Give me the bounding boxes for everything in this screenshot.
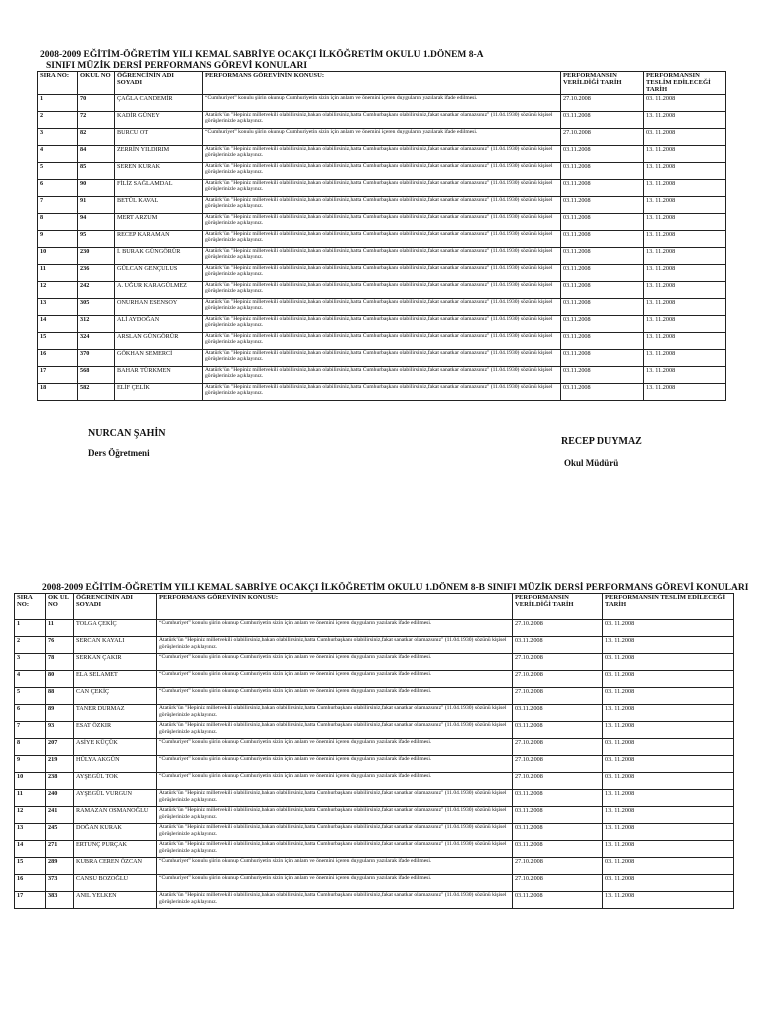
row-sira: 10 [38,247,78,264]
row-teslim-tarih: 13. 11.2008 [603,705,734,722]
row-teslim-tarih: 13. 11.2008 [603,790,734,807]
row-okul-no: 70 [78,94,115,111]
row-sira: 1 [38,94,78,111]
doc-b-table [14,593,734,909]
row-verildigi-tarih: 03.11.2008 [513,892,603,909]
row-sira: 15 [15,858,46,875]
row-verildigi-tarih: 03.11.2008 [513,790,603,807]
doc-a-title-line2: SINIFI MÜZİK DERSİ PERFORMANS GÖREVİ KONULARI [46,61,308,71]
row-konu: Atatürk’ün "Hepiniz milletvekili olabilirsiniz,bakan olabilirsiniz,hatta Cumhurbaşkanı olabilirsiniz,fakat sanatkar olamazsınız" (11.04.1930) sözünü kişisel görüşlerinizle açıklayınız. [203,247,561,264]
row-ogrenci-adi: GÜLCAN GENÇULUS [115,264,203,281]
row-teslim-tarih: 13. 11.2008 [603,637,734,654]
doc-b-title: 2008-2009 EĞİTİM-ÖĞRETİM YILI KEMAL SABRİYE OCAKÇI İLKÖĞRETİM OKULU 1.DÖNEM 8-B SINIFI MÜZİK DERSİ PERFORMANS GÖREVİ KONULARI [42,583,749,593]
row-okul-no: 312 [78,315,115,332]
row-verildigi-tarih: 27.10.2008 [513,875,603,892]
row-verildigi-tarih: 03.11.2008 [513,722,603,739]
header-sira: SIRA NO: [38,72,78,95]
row-verildigi-tarih: 27.10.2008 [513,739,603,756]
table-row [15,841,734,858]
row-verildigi-tarih: 03.11.2008 [561,383,644,400]
table-row [38,179,726,196]
row-verildigi-tarih: 27.10.2008 [513,688,603,705]
row-teslim-tarih: 13. 11.2008 [644,349,726,366]
row-teslim-tarih: 13. 11.2008 [603,892,734,909]
row-teslim-tarih: 13. 11.2008 [603,841,734,858]
table-row [15,637,734,654]
row-sira: 9 [38,230,78,247]
row-konu: Atatürk’ün "Hepiniz milletvekili olabilirsiniz,bakan olabilirsiniz,hatta Cumhurbaşkanı olabilirsiniz,fakat sanatkar olamazsınız" (11.04.1930) sözünü kişisel görüşlerinizle açıklayınız. [203,281,561,298]
table-row [38,162,726,179]
table-row [15,739,734,756]
row-sira: 7 [15,722,46,739]
doc-a-header-row [38,72,726,95]
row-teslim-tarih: 03. 11.2008 [603,875,734,892]
row-verildigi-tarih: 27.10.2008 [513,671,603,688]
row-verildigi-tarih: 27.10.2008 [513,773,603,790]
row-ogrenci-adi: GÖKHAN SEMERCİ [115,349,203,366]
header-sira: SIRA NO: [15,594,46,620]
header-verildigi-tarih: PERFORMANSIN VERİLDİĞİ TARİH [513,594,603,620]
row-konu: Atatürk’ün "Hepiniz milletvekili olabilirsiniz,bakan olabilirsiniz,hatta Cumhurbaşkanı olabilirsiniz,fakat sanatkar olamazsınız" (11.04.1930) sözünü kişisel görüşlerinizle açıklayınız. [203,332,561,349]
row-verildigi-tarih: 03.11.2008 [561,298,644,315]
row-ogrenci-adi: MERT ARZUM [115,213,203,230]
row-sira: 5 [15,688,46,705]
row-teslim-tarih: 03. 11.2008 [603,688,734,705]
row-konu: Atatürk’ün "Hepiniz milletvekili olabilirsiniz,bakan olabilirsiniz,hatta Cumhurbaşkanı olabilirsiniz,fakat sanatkar olamazsınız" (11.04.1930) sözünü kişisel görüşlerinizle açıklayınız. [157,807,513,824]
row-okul-no: 90 [78,179,115,196]
row-teslim-tarih: 13. 11.2008 [644,383,726,400]
row-verildigi-tarih: 27.10.2008 [513,756,603,773]
row-konu: Atatürk’ün "Hepiniz milletvekili olabilirsiniz,bakan olabilirsiniz,hatta Cumhurbaşkanı olabilirsiniz,fakat sanatkar olamazsınız" (11.04.1930) sözünü kişisel görüşlerinizle açıklayınız. [157,841,513,858]
table-row [15,756,734,773]
row-ogrenci-adi: BAHAR TÜRKMEN [115,366,203,383]
row-teslim-tarih: 03. 11.2008 [603,739,734,756]
row-verildigi-tarih: 27.10.2008 [561,94,644,111]
row-verildigi-tarih: 03.11.2008 [561,264,644,281]
row-teslim-tarih: 13. 11.2008 [644,111,726,128]
row-okul-no: 242 [78,281,115,298]
row-teslim-tarih: 13. 11.2008 [644,281,726,298]
row-konu: Atatürk’ün "Hepiniz milletvekili olabilirsiniz,bakan olabilirsiniz,hatta Cumhurbaşkanı olabilirsiniz,fakat sanatkar olamazsınız" (11.04.1930) sözünü kişisel görüşlerinizle açıklayınız. [203,111,561,128]
header-konu: PERFORMANS GÖREVİNİN KONUSU: [203,72,561,95]
table-row [15,722,734,739]
row-konu: “Cumhuriyet” konulu şiirin okunup Cumhuriyetin sizin için anlam ve önemini içeren duyguların yazılarak ifade edilmesi. [157,671,513,688]
row-konu: Atatürk’ün "Hepiniz milletvekili olabilirsiniz,bakan olabilirsiniz,hatta Cumhurbaşkanı olabilirsiniz,fakat sanatkar olamazsınız" (11.04.1930) sözünü kişisel görüşlerinizle açıklayınız. [157,892,513,909]
row-okul-no: 91 [78,196,115,213]
row-teslim-tarih: 13. 11.2008 [644,145,726,162]
row-verildigi-tarih: 03.11.2008 [561,332,644,349]
row-konu: Atatürk’ün "Hepiniz milletvekili olabilirsiniz,bakan olabilirsiniz,hatta Cumhurbaşkanı olabilirsiniz,fakat sanatkar olamazsınız" (11.04.1930) sözünü kişisel görüşlerinizle açıklayınız. [203,162,561,179]
row-sira: 4 [38,145,78,162]
row-okul-no: 11 [46,620,74,637]
row-sira: 13 [15,824,46,841]
row-okul-no: 76 [46,637,74,654]
row-sira: 8 [15,739,46,756]
row-verildigi-tarih: 03.11.2008 [561,247,644,264]
row-sira: 10 [15,773,46,790]
row-teslim-tarih: 03. 11.2008 [603,671,734,688]
row-verildigi-tarih: 03.11.2008 [561,213,644,230]
row-teslim-tarih: 03. 11.2008 [603,858,734,875]
row-konu: Atatürk’ün "Hepiniz milletvekili olabilirsiniz,bakan olabilirsiniz,hatta Cumhurbaşkanı olabilirsiniz,fakat sanatkar olamazsınız" (11.04.1930) sözünü kişisel görüşlerinizle açıklayınız. [203,383,561,400]
doc-b-header-row [15,594,734,620]
row-okul-no: 230 [78,247,115,264]
row-ogrenci-adi: KADİR GÜNEY [115,111,203,128]
row-konu: Atatürk’ün "Hepiniz milletvekili olabilirsiniz,bakan olabilirsiniz,hatta Cumhurbaşkanı olabilirsiniz,fakat sanatkar olamazsınız" (11.04.1930) sözünü kişisel görüşlerinizle açıklayınız. [203,230,561,247]
row-okul-no: 78 [46,654,74,671]
header-teslim-tarih: PERFORMANSIN TESLİM EDİLECEĞİ TARİH [644,72,726,95]
row-okul-no: 245 [46,824,74,841]
row-ogrenci-adi: SERKAN ÇAKIR [74,654,157,671]
row-okul-no: 219 [46,756,74,773]
row-okul-no: 241 [46,807,74,824]
row-teslim-tarih: 13. 11.2008 [603,824,734,841]
row-teslim-tarih: 13. 11.2008 [644,179,726,196]
row-ogrenci-adi: CANSU BOZOĞLU [74,875,157,892]
row-konu: “Cumhuriyet” konulu şiirin okunup Cumhuriyetin sizin için anlam ve önemini içeren duyguların yazılarak ifade edilmesi. [157,688,513,705]
row-teslim-tarih: 13. 11.2008 [644,332,726,349]
table-row [38,111,726,128]
row-ogrenci-adi: ARSLAN GÜNGÖRÜR [115,332,203,349]
table-row [38,247,726,264]
row-teslim-tarih: 13. 11.2008 [644,196,726,213]
row-konu: Atatürk’ün "Hepiniz milletvekili olabilirsiniz,bakan olabilirsiniz,hatta Cumhurbaşkanı olabilirsiniz,fakat sanatkar olamazsınız" (11.04.1930) sözünü kişisel görüşlerinizle açıklayınız. [203,179,561,196]
row-sira: 3 [15,654,46,671]
row-konu: Atatürk’ün "Hepiniz milletvekili olabilirsiniz,bakan olabilirsiniz,hatta Cumhurbaşkanı olabilirsiniz,fakat sanatkar olamazsınız" (11.04.1930) sözünü kişisel görüşlerinizle açıklayınız. [157,790,513,807]
row-verildigi-tarih: 03.11.2008 [513,824,603,841]
row-ogrenci-adi: SEREN KURAK [115,162,203,179]
table-row [15,790,734,807]
row-ogrenci-adi: ONURHAN ESENSOY [115,298,203,315]
row-ogrenci-adi: RAMAZAN OSMANOĞLU [74,807,157,824]
row-teslim-tarih: 03. 11.2008 [644,128,726,145]
table-row [38,128,726,145]
doc-a-table [37,71,726,401]
row-okul-no: 80 [46,671,74,688]
row-konu: Atatürk’ün "Hepiniz milletvekili olabilirsiniz,bakan olabilirsiniz,hatta Cumhurbaşkanı olabilirsiniz,fakat sanatkar olamazsınız" (11.04.1930) sözünü kişisel görüşlerinizle açıklayınız. [203,366,561,383]
row-verildigi-tarih: 03.11.2008 [561,315,644,332]
row-verildigi-tarih: 03.11.2008 [561,162,644,179]
row-konu: Atatürk’ün "Hepiniz milletvekili olabilirsiniz,bakan olabilirsiniz,hatta Cumhurbaşkanı olabilirsiniz,fakat sanatkar olamazsınız" (11.04.1930) sözünü kişisel görüşlerinizle açıklayınız. [203,145,561,162]
row-ogrenci-adi: ASİYE KÜÇÜK [74,739,157,756]
row-ogrenci-adi: ESAT ÖZKIR [74,722,157,739]
row-verildigi-tarih: 03.11.2008 [561,179,644,196]
table-row [15,705,734,722]
row-sira: 8 [38,213,78,230]
row-konu: “Cumhuriyet” konulu şiirin okunup Cumhuriyetin sizin için anlam ve önemini içeren duyguların yazılarak ifade edilmesi. [157,739,513,756]
header-konu: PERFORMANS GÖREVİNİN KONUSU: [157,594,513,620]
row-ogrenci-adi: ÇAĞLA CANDEMİR [115,94,203,111]
row-okul-no: 84 [78,145,115,162]
row-ogrenci-adi: BETÜL KAVAL [115,196,203,213]
header-verildigi-tarih: PERFORMANSIN VERİLDİĞİ TARİH [561,72,644,95]
row-teslim-tarih: 13. 11.2008 [644,247,726,264]
row-okul-no: 89 [46,705,74,722]
row-okul-no: 72 [78,111,115,128]
row-okul-no: 373 [46,875,74,892]
row-ogrenci-adi: DOĞAN KURAK [74,824,157,841]
table-row [38,145,726,162]
header-okul-no: OKUL NO [78,72,115,95]
row-teslim-tarih: 13. 11.2008 [644,264,726,281]
row-sira: 6 [15,705,46,722]
row-sira: 16 [15,875,46,892]
table-row [38,315,726,332]
row-teslim-tarih: 13. 11.2008 [644,162,726,179]
row-verildigi-tarih: 03.11.2008 [513,841,603,858]
row-konu: Atatürk’ün "Hepiniz milletvekili olabilirsiniz,bakan olabilirsiniz,hatta Cumhurbaşkanı olabilirsiniz,fakat sanatkar olamazsınız" (11.04.1930) sözünü kişisel görüşlerinizle açıklayınız. [203,196,561,213]
row-ogrenci-adi: BURCU OT [115,128,203,145]
row-ogrenci-adi: KUBRA CEREN ÖZCAN [74,858,157,875]
row-verildigi-tarih: 03.11.2008 [561,349,644,366]
table-row [15,773,734,790]
table-row [15,654,734,671]
row-okul-no: 207 [46,739,74,756]
row-sira: 5 [38,162,78,179]
row-teslim-tarih: 03. 11.2008 [603,620,734,637]
header-ogrenci-adi: ÖĞRENCİNİN ADI SOYADI [115,72,203,95]
header-teslim-tarih: PERFORMANSIN TESLİM EDİLECEĞİ TARİH [603,594,734,620]
principal-name: RECEP DUYMAZ [561,436,642,447]
row-teslim-tarih: 13. 11.2008 [644,298,726,315]
row-konu: Atatürk’ün "Hepiniz milletvekili olabilirsiniz,bakan olabilirsiniz,hatta Cumhurbaşkanı olabilirsiniz,fakat sanatkar olamazsınız" (11.04.1930) sözünü kişisel görüşlerinizle açıklayınız. [203,349,561,366]
row-sira: 17 [38,366,78,383]
row-teslim-tarih: 03. 11.2008 [603,756,734,773]
row-verildigi-tarih: 03.11.2008 [513,637,603,654]
row-okul-no: 305 [78,298,115,315]
row-sira: 4 [15,671,46,688]
row-verildigi-tarih: 03.11.2008 [561,196,644,213]
row-okul-no: 94 [78,213,115,230]
table-row [38,366,726,383]
row-okul-no: 289 [46,858,74,875]
row-okul-no: 324 [78,332,115,349]
row-konu: “Cumhuriyet” konulu şiirin okunup Cumhuriyetin sizin için anlam ve önemini içeren duyguların yazılarak ifade edilmesi. [157,654,513,671]
row-ogrenci-adi: TANER DURMAZ [74,705,157,722]
row-ogrenci-adi: HÜLYA AKGÜN [74,756,157,773]
teacher-name: NURCAN ŞAHİN [88,428,166,439]
row-ogrenci-adi: ERTUNÇ PURÇAK [74,841,157,858]
row-ogrenci-adi: SERCAN KAYALI [74,637,157,654]
header-okul-no: OK UL NO [46,594,74,620]
row-verildigi-tarih: 03.11.2008 [561,281,644,298]
row-verildigi-tarih: 27.10.2008 [513,654,603,671]
row-verildigi-tarih: 03.11.2008 [561,145,644,162]
row-ogrenci-adi: ANIL YELKEN [74,892,157,909]
row-sira: 9 [15,756,46,773]
row-konu: Atatürk’ün "Hepiniz milletvekili olabilirsiniz,bakan olabilirsiniz,hatta Cumhurbaşkanı olabilirsiniz,fakat sanatkar olamazsınız" (11.04.1930) sözünü kişisel görüşlerinizle açıklayınız. [157,824,513,841]
row-teslim-tarih: 13. 11.2008 [644,230,726,247]
row-ogrenci-adi: CAN ÇEKİÇ [74,688,157,705]
row-ogrenci-adi: A. UĞUR KARAGÜLMEZ [115,281,203,298]
row-sira: 1 [15,620,46,637]
row-okul-no: 568 [78,366,115,383]
row-konu: “Cumhuriyet” konulu şiirin okunup Cumhuriyetin sizin için anlam ve önemini içeren duyguların yazılarak ifade edilmesi. [157,773,513,790]
row-sira: 7 [38,196,78,213]
row-sira: 2 [38,111,78,128]
table-row [15,807,734,824]
row-sira: 3 [38,128,78,145]
row-teslim-tarih: 13. 11.2008 [603,807,734,824]
row-konu: “Cumhuriyet” konulu şiirin okunup Cumhuriyetin sizin için anlam ve önemini içeren duyguların yazılarak ifade edilmesi. [157,875,513,892]
row-teslim-tarih: 13. 11.2008 [644,213,726,230]
row-verildigi-tarih: 27.10.2008 [513,620,603,637]
row-ogrenci-adi: AYŞEGÜL TOK [74,773,157,790]
table-row [15,620,734,637]
table-row [38,230,726,247]
row-ogrenci-adi: AYŞEGÜL VURGUN [74,790,157,807]
row-okul-no: 236 [78,264,115,281]
row-verildigi-tarih: 03.11.2008 [561,111,644,128]
row-konu: Atatürk’ün "Hepiniz milletvekili olabilirsiniz,bakan olabilirsiniz,hatta Cumhurbaşkanı olabilirsiniz,fakat sanatkar olamazsınız" (11.04.1930) sözünü kişisel görüşlerinizle açıklayınız. [157,722,513,739]
row-sira: 2 [15,637,46,654]
row-konu: Atatürk’ün "Hepiniz milletvekili olabilirsiniz,bakan olabilirsiniz,hatta Cumhurbaşkanı olabilirsiniz,fakat sanatkar olamazsınız" (11.04.1930) sözünü kişisel görüşlerinizle açıklayınız. [157,705,513,722]
row-ogrenci-adi: ELA SELAMET [74,671,157,688]
row-ogrenci-adi: RECEP KARAMAN [115,230,203,247]
row-okul-no: 240 [46,790,74,807]
row-konu: “Cumhuriyet” konulu şiirin okunup Cumhuriyetin sizin için anlam ve önemini içeren duyguların yazılarak ifade edilmesi. [157,620,513,637]
row-okul-no: 88 [46,688,74,705]
row-sira: 17 [15,892,46,909]
row-verildigi-tarih: 27.10.2008 [561,128,644,145]
row-sira: 15 [38,332,78,349]
row-ogrenci-adi: ELİF ÇELİK [115,383,203,400]
row-verildigi-tarih: 03.11.2008 [561,366,644,383]
table-row [38,332,726,349]
doc-a-title-line1: 2008-2009 EĞİTİM-ÖĞRETİM YILI KEMAL SABRİYE OCAKÇI İLKÖĞRETİM OKULU 1.DÖNEM 8-A [40,50,484,60]
row-sira: 12 [38,281,78,298]
row-konu: “Cumhuriyet” konulu şiirin okunup Cumhuriyetin sizin için anlam ve önemini içeren duyguların yazılarak ifade edilmesi. [157,756,513,773]
row-konu: Atatürk’ün "Hepiniz milletvekili olabilirsiniz,bakan olabilirsiniz,hatta Cumhurbaşkanı olabilirsiniz,fakat sanatkar olamazsınız" (11.04.1930) sözünü kişisel görüşlerinizle açıklayınız. [203,298,561,315]
row-teslim-tarih: 03. 11.2008 [644,94,726,111]
table-row [15,688,734,705]
row-sira: 14 [15,841,46,858]
row-okul-no: 82 [78,128,115,145]
table-row [15,858,734,875]
table-row [38,383,726,400]
header-ogrenci-adi: ÖĞRENCİNİN ADI SOYADI [74,594,157,620]
row-sira: 18 [38,383,78,400]
row-teslim-tarih: 03. 11.2008 [603,773,734,790]
row-verildigi-tarih: 03.11.2008 [561,230,644,247]
row-verildigi-tarih: 03.11.2008 [513,807,603,824]
row-teslim-tarih: 13. 11.2008 [603,722,734,739]
row-okul-no: 93 [46,722,74,739]
row-konu: Atatürk’ün "Hepiniz milletvekili olabilirsiniz,bakan olabilirsiniz,hatta Cumhurbaşkanı olabilirsiniz,fakat sanatkar olamazsınız" (11.04.1930) sözünü kişisel görüşlerinizle açıklayınız. [203,213,561,230]
row-teslim-tarih: 03. 11.2008 [603,654,734,671]
row-okul-no: 95 [78,230,115,247]
row-konu: Atatürk’ün "Hepiniz milletvekili olabilirsiniz,bakan olabilirsiniz,hatta Cumhurbaşkanı olabilirsiniz,fakat sanatkar olamazsınız" (11.04.1930) sözünü kişisel görüşlerinizle açıklayınız. [203,264,561,281]
row-konu: “Cumhuriyet” konulu şiirin okunup Cumhuriyetin sizin için anlam ve önemini içeren duyguların yazılarak ifade edilmesi. [203,94,561,111]
row-sira: 6 [38,179,78,196]
table-row [15,875,734,892]
row-ogrenci-adi: FİLİZ SAĞLAMDAL [115,179,203,196]
row-sira: 11 [38,264,78,281]
row-sira: 16 [38,349,78,366]
row-ogrenci-adi: TOLGA ÇEKİÇ [74,620,157,637]
row-sira: 14 [38,315,78,332]
teacher-role: Ders Öğretmeni [88,448,150,458]
row-konu: Atatürk’ün "Hepiniz milletvekili olabilirsiniz,bakan olabilirsiniz,hatta Cumhurbaşkanı olabilirsiniz,fakat sanatkar olamazsınız" (11.04.1930) sözünü kişisel görüşlerinizle açıklayınız. [203,315,561,332]
table-row [38,298,726,315]
row-okul-no: 238 [46,773,74,790]
row-teslim-tarih: 13. 11.2008 [644,315,726,332]
table-row [38,264,726,281]
table-row [38,94,726,111]
row-okul-no: 383 [46,892,74,909]
row-teslim-tarih: 13. 11.2008 [644,366,726,383]
table-row [15,671,734,688]
row-ogrenci-adi: ALİ AYDOĞAN [115,315,203,332]
table-row [15,824,734,841]
table-row [38,213,726,230]
row-verildigi-tarih: 27.10.2008 [513,858,603,875]
table-row [15,892,734,909]
row-konu: “Cumhuriyet” konulu şiirin okunup Cumhuriyetin sizin için anlam ve önemini içeren duyguların yazılarak ifade edilmesi. [203,128,561,145]
row-okul-no: 85 [78,162,115,179]
row-sira: 13 [38,298,78,315]
row-ogrenci-adi: İ. BURAK GÜNGÖRÜR [115,247,203,264]
row-sira: 12 [15,807,46,824]
row-sira: 11 [15,790,46,807]
row-konu: “Cumhuriyet” konulu şiirin okunup Cumhuriyetin sizin için anlam ve önemini içeren duyguların yazılarak ifade edilmesi. [157,858,513,875]
row-ogrenci-adi: ZERRİN YILDIRIM [115,145,203,162]
row-verildigi-tarih: 03.11.2008 [513,705,603,722]
table-row [38,196,726,213]
row-okul-no: 370 [78,349,115,366]
row-okul-no: 271 [46,841,74,858]
principal-role: Okul Müdürü [564,458,619,468]
row-okul-no: 582 [78,383,115,400]
table-row [38,349,726,366]
row-konu: Atatürk’ün "Hepiniz milletvekili olabilirsiniz,bakan olabilirsiniz,hatta Cumhurbaşkanı olabilirsiniz,fakat sanatkar olamazsınız" (11.04.1930) sözünü kişisel görüşlerinizle açıklayınız. [157,637,513,654]
table-row [38,281,726,298]
